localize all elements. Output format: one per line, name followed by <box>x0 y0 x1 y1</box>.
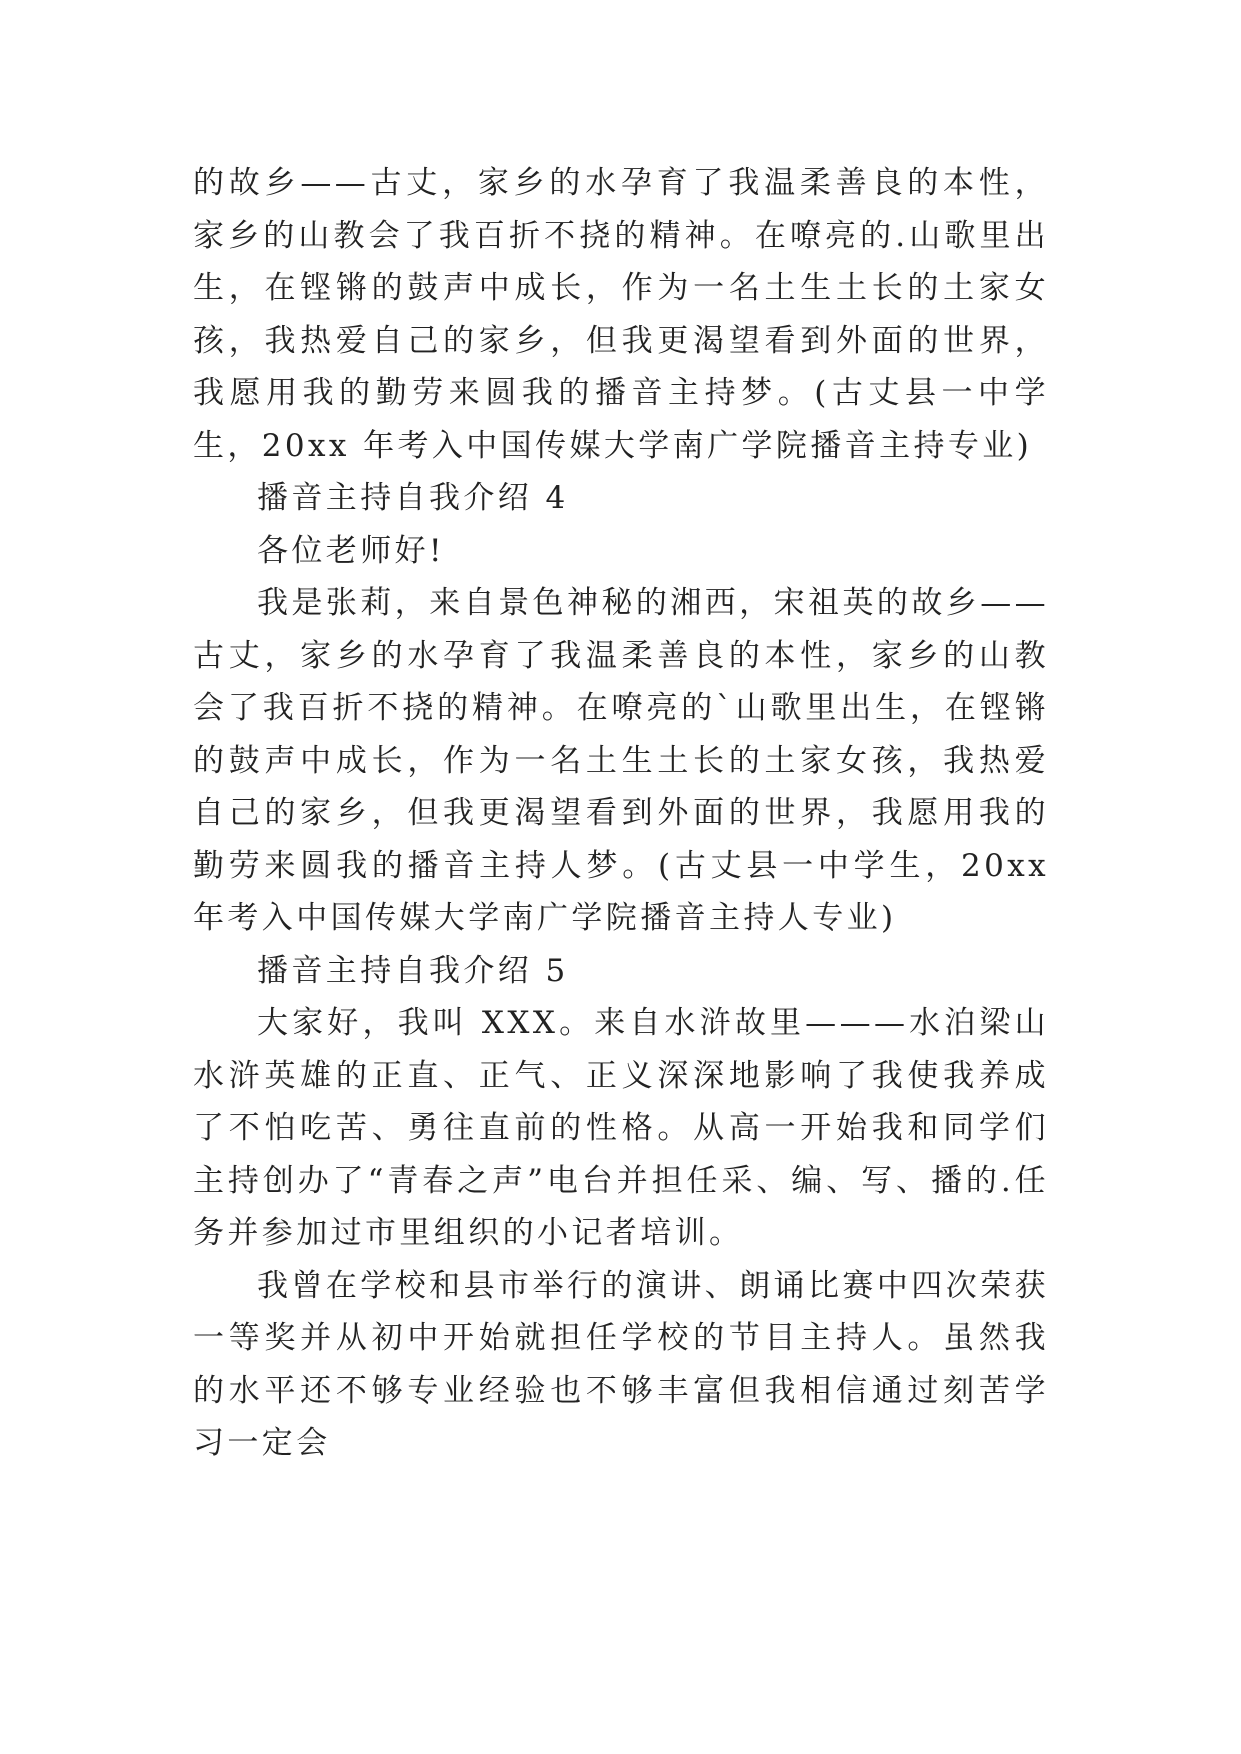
experience-paragraph: 我曾在学校和县市举行的演讲、朗诵比赛中四次荣获一等奖并从初中开始就担任学校的节目主持人。虽然我的水平还不够专业经验也不够丰富但我相信通过刻苦学习一定会 <box>193 1267 1049 1461</box>
document-body <box>193 157 1049 1470</box>
paragraph-continuation: 的故乡——古丈，家乡的水孕育了我温柔善良的本性，家乡的山教会了我百折不挠的精神。在嘹亮的.山歌里出生，在铿锵的鼓声中成长，作为一名土生土长的土家女孩，我热爱自己的家乡，但我更渴望看到外面的世界，我愿用我的勤劳来圆我的播音主持梦。(古丈县一中学生，20xx 年考入中国传媒大学南广学院播音主持专业) <box>193 165 1049 464</box>
intro-paragraph-5: 大家好，我叫 XXX。来自水浒故里———水泊梁山水浒英雄的正直、正气、正义深深地影响了我使我养成了不怕吃苦、勇往直前的性格。从高一开始我和同学们主持创办了“青春之声”电台并担任采、编、写、播的.任务并参加过市里组织的小记者培训。 <box>193 1005 1049 1251</box>
section-heading-4: 播音主持自我介绍 4 <box>257 480 569 516</box>
self-introduction-paragraph: 我是张莉，来自景色神秘的湘西，宋祖英的故乡——古丈，家乡的水孕育了我温柔善良的本性，家乡的山教会了我百折不挠的精神。在嘹亮的`山歌里出生，在铿锵的鼓声中成长，作为一名土生土长的土家女孩，我热爱自己的家乡，但我更渴望看到外面的世界，我愿用我的勤劳来圆我的播音主持人梦。(古丈县一中学生，20xx 年考入中国传媒大学南广学院播音主持人专业) <box>193 585 1049 936</box>
greeting-paragraph: 各位老师好! <box>257 532 445 569</box>
section-heading-5: 播音主持自我介绍 5 <box>257 952 569 989</box>
